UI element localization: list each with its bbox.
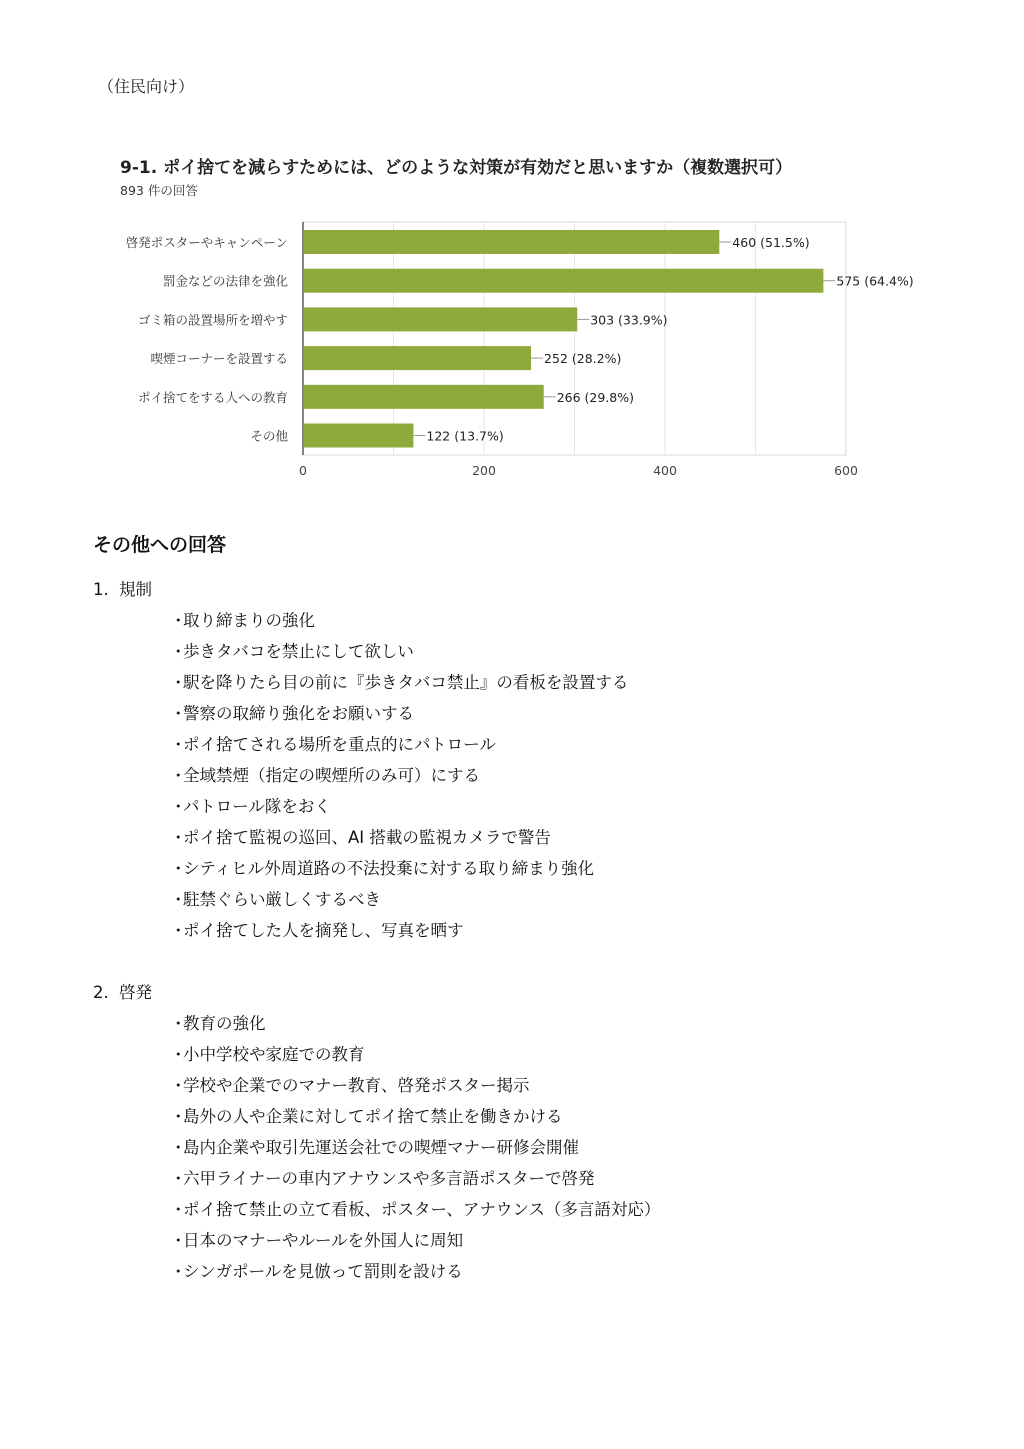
answer-group-regulation: [93, 574, 628, 946]
category-label: ゴミ箱の設置場所を増やす: [137, 312, 288, 328]
group-heading: [93, 977, 660, 1008]
bullet: ・: [170, 1107, 187, 1126]
answer-list: [93, 605, 628, 946]
list-item-text: 小中学校や家庭での教育: [183, 1045, 365, 1064]
list-item: [170, 884, 628, 915]
list-item-text: ポイ捨てされる場所を重点的にパトロール: [183, 735, 496, 754]
list-item-text: 全域禁煙（指定の喫煙所のみ可）にする: [183, 766, 480, 785]
bullet: ・: [170, 766, 187, 785]
list-item: [170, 605, 628, 636]
list-item-text: 取り締まりの強化: [183, 611, 315, 630]
bullet: ・: [170, 1014, 187, 1033]
data-label: 303 (33.9%): [590, 312, 668, 328]
list-item-text: 歩きタバコを禁止にして欲しい: [183, 642, 414, 661]
answer-group-awareness: [93, 977, 660, 1287]
bullet: ・: [170, 1138, 187, 1157]
list-item-text: 学校や企業でのマナー教育、啓発ポスター掲示: [183, 1076, 530, 1095]
list-item: [170, 667, 628, 698]
section-title: その他への回答: [93, 534, 227, 556]
group-number: 2.: [93, 983, 109, 1002]
list-item-text: 六甲ライナーの車内アナウンスや多言語ポスターで啓発: [183, 1169, 595, 1188]
bar: [304, 346, 531, 370]
list-item: [170, 1070, 660, 1101]
bullet: ・: [170, 1262, 187, 1281]
data-label: 266 (29.8%): [556, 389, 635, 405]
list-item: [170, 1225, 660, 1256]
group-title: 啓発: [119, 983, 152, 1002]
data-label: 122 (13.7%): [426, 428, 504, 444]
chart-subtitle: 893 件の回答: [120, 183, 198, 198]
bar: [304, 269, 823, 293]
data-label: 460 (51.5%): [732, 235, 810, 250]
bullet: ・: [170, 797, 187, 816]
bullet: ・: [170, 1231, 187, 1250]
bullet: ・: [170, 1045, 187, 1064]
bullet: ・: [170, 611, 187, 630]
list-item: [170, 1008, 660, 1039]
bar: [304, 385, 544, 409]
list-item-text: 教育の強化: [183, 1014, 266, 1033]
list-item: [170, 822, 628, 853]
list-item: [170, 915, 628, 946]
list-item-text: 駐禁ぐらい厳しくするべき: [183, 890, 381, 909]
list-item: [170, 1101, 660, 1132]
list-item: [170, 1194, 660, 1225]
x-tick-label: 600: [834, 463, 858, 478]
bar: [304, 424, 413, 448]
bullet: ・: [170, 704, 187, 723]
bullet: ・: [170, 735, 187, 754]
list-item-text: シティヒル外周道路の不法投棄に対する取り締まり強化: [183, 859, 595, 878]
bullet: ・: [170, 828, 187, 847]
list-item: [170, 636, 628, 667]
bullet: ・: [170, 1076, 187, 1095]
category-label: ポイ捨てをする人への教育: [137, 389, 288, 405]
bullet: ・: [170, 921, 187, 940]
list-item-text: 警察の取締り強化をお願いする: [183, 704, 414, 723]
answer-list: [93, 1008, 660, 1287]
list-item-text: ポイ捨てした人を摘発し、写真を晒す: [183, 921, 464, 940]
bar: [304, 230, 719, 254]
list-item: [170, 791, 628, 822]
x-tick-label: 0: [299, 463, 307, 478]
bullet: ・: [170, 673, 187, 692]
list-item-text: パトロール隊をおく: [183, 797, 331, 816]
list-item: [170, 1163, 660, 1194]
x-tick-label: 400: [653, 463, 677, 478]
list-item-text: 島内企業や取引先運送会社での喫煙マナー研修会開催: [183, 1138, 579, 1157]
category-label: 啓発ポスターやキャンペーン: [125, 235, 288, 250]
bullet: ・: [170, 859, 187, 878]
category-label: 罰金などの法律を強化: [162, 273, 288, 289]
group-number: 1.: [93, 580, 109, 599]
list-item-text: ポイ捨て禁止の立て看板、ポスター、アナウンス（多言語対応）: [183, 1200, 661, 1219]
list-item: [170, 853, 628, 884]
list-item-text: 日本のマナーやルールを外国人に周知: [183, 1231, 464, 1250]
category-label: その他: [250, 428, 288, 444]
list-item: [170, 760, 628, 791]
x-tick-label: 200: [472, 463, 496, 478]
category-label: 喫煙コーナーを設置する: [150, 351, 288, 367]
bar-chart: [100, 210, 940, 485]
list-item: [170, 729, 628, 760]
data-label: 575 (64.4%): [836, 273, 914, 289]
bar: [304, 307, 577, 331]
chart-title: 9-1. ポイ捨てを減らすためには、どのような対策が有効だと思いますか（複数選択可）: [120, 158, 793, 178]
data-label: 252 (28.2%): [544, 351, 622, 367]
list-item: [170, 1256, 660, 1287]
group-heading: [93, 574, 628, 605]
bullet: ・: [170, 1169, 187, 1188]
header-note: （住民向け）: [98, 77, 195, 96]
group-title: 規制: [119, 580, 152, 599]
list-item-text: 駅を降りたら目の前に『歩きタバコ禁止』の看板を設置する: [183, 673, 629, 692]
bullet: ・: [170, 890, 187, 909]
bullet: ・: [170, 1200, 187, 1219]
list-item: [170, 1039, 660, 1070]
list-item-text: 島外の人や企業に対してポイ捨て禁止を働きかける: [183, 1107, 563, 1126]
list-item: [170, 698, 628, 729]
list-item: [170, 1132, 660, 1163]
list-item-text: シンガポールを見倣って罰則を設ける: [183, 1262, 463, 1281]
bullet: ・: [170, 642, 187, 661]
list-item-text: ポイ捨て監視の巡回、AI 搭載の監視カメラで警告: [183, 828, 551, 847]
